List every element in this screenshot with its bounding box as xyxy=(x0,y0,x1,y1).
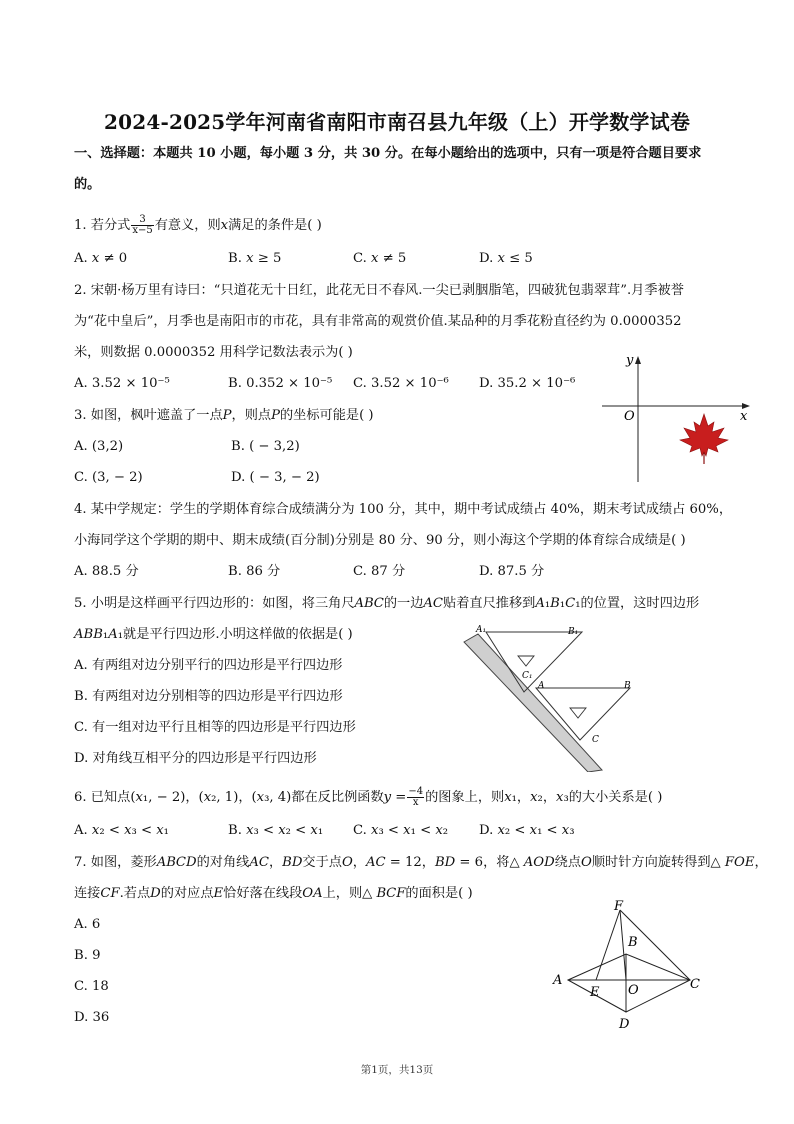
origin-label: O xyxy=(624,409,635,424)
q6-frac-num: −4 xyxy=(408,786,424,797)
q5-line1: 5. 小明是这样画平行四边形的：如图，将三角尺𝐴𝐵𝐶的一边𝐴𝐶贴着直尺推移到𝐴₁𝐵₁𝐶₁的位置，这时四边形 xyxy=(74,596,700,611)
q6-option-a: A. 𝑥₂ < 𝑥₃ < 𝑥₁ xyxy=(74,823,169,838)
label-d: D xyxy=(619,1017,630,1032)
label-e: E xyxy=(590,985,600,1000)
q6-option-c: C. 𝑥₃ < 𝑥₁ < 𝑥₂ xyxy=(353,823,449,838)
q4-line1: 4. 某中学规定：学生的学期体育综合成绩满分为 100 分，其中，期中考试成绩占 40%，期末考试成绩占 60%， xyxy=(74,502,733,517)
maple-leaf-icon xyxy=(680,414,728,464)
q1-post: 有意义，则𝑥满足的条件是( ) xyxy=(154,218,322,233)
page-footer: 第1页，共13页 xyxy=(360,1064,434,1076)
q4-line2: 小海同学这个学期的期中、期末成绩(百分制)分别是 80 分、90 分，则小海这个学期的体育综合成绩是( ) xyxy=(74,533,686,548)
label-f: F xyxy=(614,899,624,914)
q4-option-d: D. 87.5 分 xyxy=(479,564,545,579)
q6-post: 的图象上，则𝑥₁，𝑥₂，𝑥₃的大小关系是( ) xyxy=(425,790,663,805)
question-6 xyxy=(74,787,662,808)
triangle-abc-hole xyxy=(570,708,586,718)
label-b1: B₁ xyxy=(568,627,579,637)
q3-option-c: C. (3, − 2) xyxy=(74,470,143,485)
q6-fraction xyxy=(407,787,424,808)
q7-option-d: D. 36 xyxy=(74,1010,110,1025)
q2-line1: 2. 宋朝·杨万里有诗曰：“只道花无十日红，此花无日不春风.一尖已剥胭脂笔，四破犹包翡翠茸”.月季被誉 xyxy=(74,283,684,298)
section-heading-line2: 的。 xyxy=(74,177,101,192)
q1-option-c: C. 𝑥 ≠ 5 xyxy=(353,251,407,266)
label-b: B xyxy=(624,681,631,691)
q3-line1: 3. 如图，枫叶遮盖了一点𝑃，则点𝑃的坐标可能是( ) xyxy=(74,408,374,423)
q5-option-c: C. 有一组对边平行且相等的四边形是平行四边形 xyxy=(74,720,356,735)
label-o: O xyxy=(628,983,639,998)
q2-option-b: B. 0.352 × 10⁻⁵ xyxy=(228,376,333,391)
q1-option-b: B. 𝑥 ≥ 5 xyxy=(228,251,282,266)
y-axis-label: y xyxy=(626,353,634,368)
q1-pre: 1. 若分式 xyxy=(74,218,131,233)
q4-option-b: B. 86 分 xyxy=(228,564,281,579)
q1-option-d: D. 𝑥 ≤ 5 xyxy=(479,251,533,266)
label-a1: A₁ xyxy=(476,625,487,635)
q4-option-c: C. 87 分 xyxy=(353,564,406,579)
q1-fraction xyxy=(131,215,153,236)
q3-option-d: D. ( − 3, − 2) xyxy=(231,470,320,485)
label-c: C xyxy=(690,977,700,992)
label-c: C xyxy=(592,735,599,745)
q7-line1: 7. 如图，菱形𝐴𝐵𝐶𝐷的对角线𝐴𝐶，𝐵𝐷交于点𝑂，𝐴𝐶 = 12，𝐵𝐷 = 6，将△ 𝐴𝑂𝐷绕点𝑂顺时针方向旋转得到△ 𝐹𝑂𝐸， xyxy=(74,855,768,870)
question-1 xyxy=(74,215,322,236)
q7-figure-rhombus xyxy=(550,896,710,1032)
q7-option-b: B. 9 xyxy=(74,948,101,963)
q5-option-b: B. 有两组对边分别相等的四边形是平行四边形 xyxy=(74,689,343,704)
q6-frac-den: x xyxy=(412,797,419,808)
q1-frac-den: x−5 xyxy=(132,225,153,236)
q6-option-d: D. 𝑥₂ < 𝑥₁ < 𝑥₃ xyxy=(479,823,575,838)
triangle-a1b1c1-hole xyxy=(518,656,534,666)
q5-option-d: D. 对角线互相平分的四边形是平行四边形 xyxy=(74,751,317,766)
segment-fo xyxy=(620,910,626,980)
label-b: B xyxy=(628,935,638,950)
q4-option-a: A. 88.5 分 xyxy=(74,564,139,579)
q5-option-a: A. 有两组对边分别平行的四边形是平行四边形 xyxy=(74,658,343,673)
q1-option-a: A. 𝑥 ≠ 0 xyxy=(74,251,128,266)
q2-option-a: A. 3.52 × 10⁻⁵ xyxy=(74,376,170,391)
x-axis-label: x xyxy=(740,409,748,424)
q6-pre: 6. 已知点(𝑥₁, − 2)，(𝑥₂, 1)，(𝑥₃, 4)都在反比例函数𝑦 = xyxy=(74,790,407,805)
section-heading-line1: 一、选择题：本题共 10 小题，每小题 3 分，共 30 分。在每小题给出的选项中，只有一项是符合题目要求 xyxy=(74,146,702,161)
ruler xyxy=(464,634,602,772)
q3-option-a: A. (3,2) xyxy=(74,439,124,454)
q3-option-b: B. ( − 3,2) xyxy=(231,439,300,454)
y-axis-arrow xyxy=(635,356,641,364)
label-c1: C₁ xyxy=(522,671,533,681)
q2-line3: 米，则数据 0.0000352 用科学记数法表示为( ) xyxy=(74,345,353,360)
q3-figure-coordinate-plane xyxy=(596,348,756,486)
q7-option-a: A. 6 xyxy=(74,917,101,932)
q5-line2: 𝐴𝐵𝐵₁𝐴₁就是平行四边形.小明这样做的依据是( ) xyxy=(74,627,353,642)
segment-fe xyxy=(596,910,620,980)
q2-line2: 为“花中皇后”，月季也是南阳市的市花，具有非常高的观赏价值.某品种的月季花粉直径约为 0.0000352 xyxy=(74,314,682,329)
q2-option-c: C. 3.52 × 10⁻⁶ xyxy=(353,376,449,391)
q7-option-c: C. 18 xyxy=(74,979,109,994)
q2-option-d: D. 35.2 × 10⁻⁶ xyxy=(479,376,576,391)
label-a: A xyxy=(538,681,545,691)
q6-option-b: B. 𝑥₃ < 𝑥₂ < 𝑥₁ xyxy=(228,823,324,838)
q7-line2: 连接𝐶𝐹.若点𝐷的对应点𝐸恰好落在线段𝑂𝐴上，则△ 𝐵𝐶𝐹的面积是( ) xyxy=(74,886,473,901)
q1-frac-num: 3 xyxy=(131,215,153,226)
page-title: 2024-2025学年河南省南阳市南召县九年级（上）开学数学试卷 xyxy=(103,110,691,134)
q5-figure-ruler-triangle xyxy=(462,620,642,772)
label-a: A xyxy=(553,973,563,988)
